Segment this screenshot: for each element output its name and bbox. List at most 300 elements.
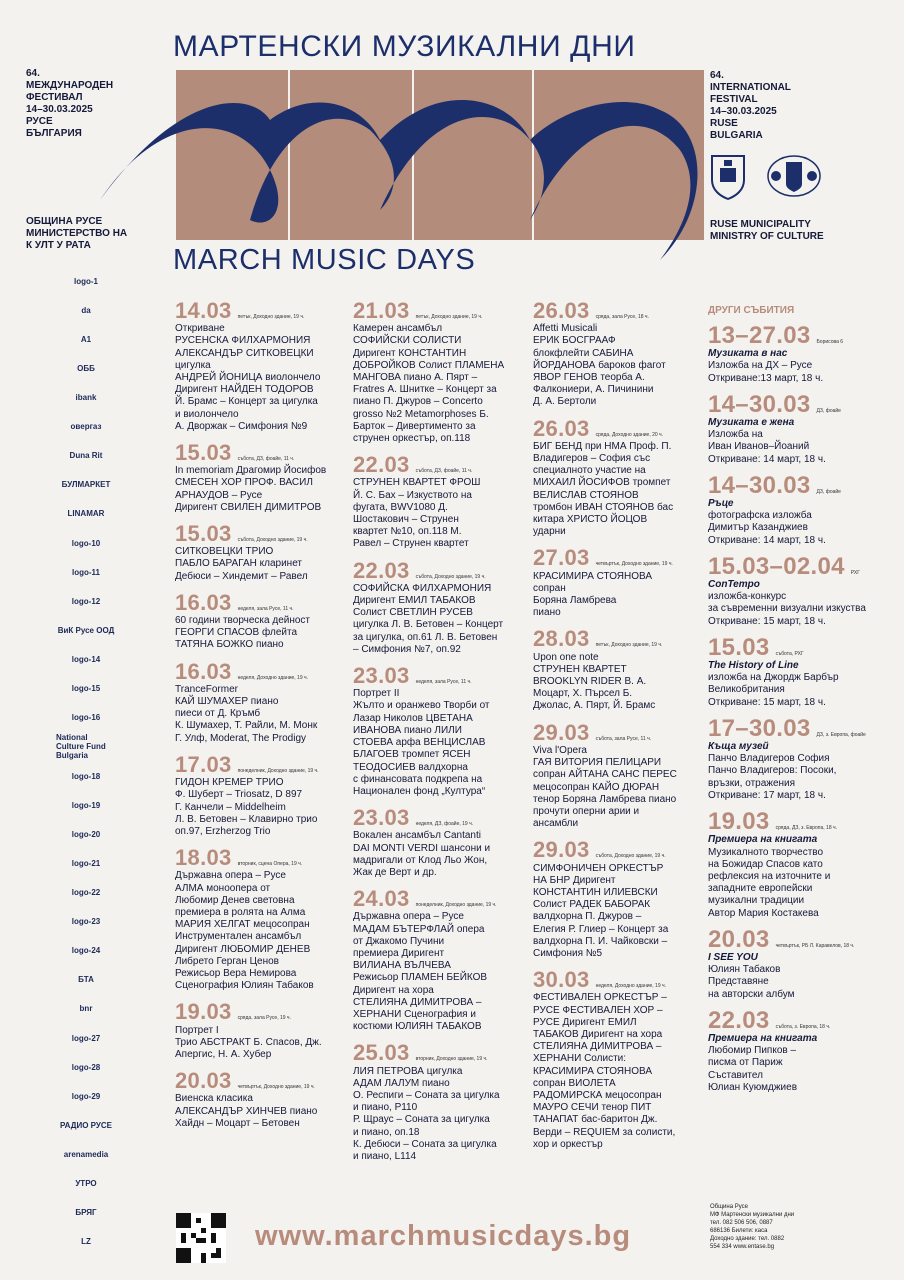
event-line: Откриване: 14 март, 18 ч. — [708, 453, 826, 465]
sponsor-logo-icon: logo-19 — [71, 800, 101, 810]
event-item — [175, 523, 350, 583]
event-line: ХЕРНАНИ Солисти: — [533, 1053, 627, 1065]
event-date: 22.03 — [353, 452, 410, 478]
event-line: ТАТЯНА БОЖКО пиано — [175, 639, 284, 651]
event-line: Любомир Денев световна — [175, 894, 295, 906]
event-line: Боряна Ламбрева — [533, 595, 617, 607]
event-item — [708, 1006, 886, 1094]
event-line: Премиера на книгата — [708, 1032, 818, 1044]
event-line: Панчо Владигеров: Посоки, — [708, 765, 837, 777]
contact-line: МФ Мартенски музикални дни — [710, 1212, 795, 1218]
event-venue: неделя, ДЗ, фоайе, 19 ч. — [415, 821, 474, 828]
event-date: 14–30.03 — [708, 390, 811, 418]
event-line: Лазар Николов ЦВЕТАНА — [353, 712, 473, 724]
event-line: ГИДОН КРЕМЕР ТРИО — [175, 777, 284, 789]
event-line: Премиера на книгата — [708, 834, 818, 846]
event-line: НА БНР Диригент — [533, 874, 616, 886]
sponsor-logo-icon: ОББ — [77, 363, 95, 373]
sponsor-logo-icon: logo-23 — [71, 917, 101, 927]
event-line: Музиката в нас — [708, 348, 788, 360]
event-venue: неделя, зала Русе, 11 ч. — [237, 605, 294, 612]
event-date: 19.03 — [708, 808, 770, 836]
event-line: ТЕОДОСИЕВ валдхорна — [353, 761, 468, 773]
event-line: Любомир Пипков – — [708, 1045, 797, 1057]
event-item — [353, 1042, 528, 1163]
sponsor-logo-icon: logo-18 — [71, 771, 101, 781]
event-line: сопран АЙТАНА САНС ПЕРЕС — [533, 769, 677, 781]
coat-of-arms-icons — [710, 152, 822, 200]
event-date: 15.03 — [708, 633, 770, 661]
event-line: Г. Улф, Moderat, The Prodigy — [175, 732, 307, 744]
event-line: за съвременни визуални изкуства — [708, 603, 866, 615]
event-line: СИТКОВЕЦКИ ТРИО — [175, 546, 274, 558]
event-line: BROOKLYN RIDER В. А. — [533, 676, 647, 688]
event-line: АЛЕКСАНДЪР ХИНЧЕВ пиано — [175, 1105, 318, 1117]
event-line: СТЕЛИЯНА ДИМИТРОВА – — [533, 1041, 662, 1053]
event-line: Симфония №5 — [533, 947, 603, 959]
event-line: Солист СВЕТЛИН РУСЕВ — [353, 607, 473, 619]
qr-code-icon[interactable] — [176, 1213, 226, 1263]
sponsor-logo-icon: A1 — [80, 334, 92, 344]
event-line: ХЕРНАНИ Сценография и — [353, 1008, 476, 1020]
event-venue: събота, Доходно здание, 19 ч. — [595, 853, 666, 860]
org-line: MINISTRY OF CULTURE — [710, 231, 824, 242]
event-line: Откриване: 15 март, 18 ч. — [708, 615, 826, 627]
event-line: валдхорна П. Джуров – — [533, 911, 642, 923]
event-line: АЛЕКСАНДЪР СИТКОВЕЦКИ — [175, 347, 314, 359]
sponsor-logo-icon: БУЛМАРКЕТ — [61, 480, 111, 490]
event-line: ЕРИК БОСГРААФ — [533, 335, 616, 347]
event-line: връзки, отражения — [708, 777, 796, 789]
event-date: 29.03 — [533, 837, 590, 863]
event-date: 13–27.03 — [708, 322, 811, 349]
event-line: струнен оркестър, оп.118 — [353, 433, 471, 445]
event-line: Музикалното творчество — [708, 846, 824, 858]
event-line: ГЕОРГИ СПАСОВ флейта — [175, 627, 298, 639]
event-line: – Симфония №7, оп.92 — [353, 643, 461, 655]
event-item — [175, 442, 350, 514]
event-line: Юлиян Табаков — [708, 964, 781, 976]
event-line: I SEE YOU — [708, 951, 758, 963]
event-date: 19.03 — [175, 999, 232, 1025]
event-line: Трио АБСТРАКТ Б. Спасов, Дж. — [175, 1036, 322, 1048]
event-line: Камерен ансамбъл — [353, 323, 443, 335]
event-line: КАЙ ШУМАХЕР пиано — [175, 696, 279, 708]
event-venue: петък, Доходно здание, 19 ч. — [415, 314, 483, 320]
event-venue: събота, ДЗ, фоайе, 11 ч. — [415, 468, 473, 475]
contact-line: тел. 082 506 506, 0887 — [710, 1220, 773, 1226]
event-date: 23.03 — [353, 663, 410, 689]
country: БЪЛГАРИЯ — [26, 128, 82, 139]
event-line: тенор Боряна Ламбрева пиано — [533, 793, 677, 805]
event-date: 16.03 — [175, 589, 232, 615]
event-line: Р. Щраус – Соната за цигулка — [353, 1114, 490, 1126]
left-info — [26, 68, 113, 140]
event-date: 28.03 — [533, 626, 590, 652]
event-line: БЛАГОЕВ тромпет ЯСЕН — [353, 749, 471, 761]
event-date: 29.03 — [533, 719, 590, 745]
event-date: 22.03 — [353, 557, 410, 583]
sponsor-logo-icon: Duna Rit — [69, 451, 103, 461]
event-line: Вокален ансамбъл Cantanti — [353, 830, 481, 842]
event-line: Откриване — [175, 323, 225, 335]
page-title-bg: МАРТЕНСКИ МУЗИКАЛНИ ДНИ — [173, 30, 636, 63]
info-line: INTERNATIONAL — [710, 82, 791, 93]
event-line: премиера в ролята на Алма — [175, 906, 306, 918]
website-link[interactable]: www.marchmusicdays.bg — [255, 1220, 632, 1252]
event-line: Национален фонд „Култура“ — [353, 785, 486, 797]
event-line: Моцарт, Х. Пърсел Б. — [533, 688, 633, 700]
event-line: и виолончело — [175, 408, 239, 420]
right-organizers — [710, 219, 824, 243]
event-line: ДОБРОЙКОВ Солист ПЛАМЕНА — [353, 359, 505, 371]
sponsor-logo-icon: ibank — [75, 393, 97, 403]
event-line: КОНСТАНТИН ИЛИЕВСКИ — [533, 886, 658, 898]
sponsor-logo-icon: logo-20 — [71, 829, 101, 839]
event-line: Дебюси – Хиндемит – Равел — [175, 570, 308, 582]
event-venue: вторник, сцена Опера, 19 ч. — [237, 861, 303, 868]
event-line: ГАЯ ВИТОРИЯ ПЕЛИЦАРИ — [533, 757, 662, 769]
event-line: Диригент КОНСТАНТИН — [353, 347, 467, 359]
event-line: СТОЕВА арфа ВЕНЦИСЛАВ — [353, 737, 486, 749]
sponsor-logo-icon: УТРО — [75, 1179, 97, 1189]
event-venue: ДЗ, з. Европа, фоайе — [816, 731, 866, 738]
event-line: Панчо Владигеров София — [708, 753, 830, 765]
event-line: мадригали от Клод Льо Жон, — [353, 854, 488, 866]
event-line: Откриване: 14 март, 18 ч. — [708, 534, 826, 546]
sponsor-logo-icon: bnr — [79, 1004, 93, 1014]
event-line: Барток – Дивертименто за — [353, 420, 476, 432]
event-line: сопран — [533, 582, 566, 594]
event-line: Диригент ЛЮБОМИР ДЕНЕВ — [175, 943, 311, 955]
event-line: TranceFormer — [175, 683, 238, 695]
event-venue: събота, зала Русе, 11 ч. — [595, 735, 652, 742]
right-info — [710, 70, 791, 142]
event-item — [353, 300, 528, 445]
event-venue: събота, ДЗ, фоайе, 11 ч. — [237, 456, 295, 463]
event-date: 15.03 — [175, 440, 232, 466]
event-line: Инструментален ансамбъл — [175, 931, 302, 943]
event-venue: ДЗ, фоайе — [816, 488, 841, 495]
event-line: Верди – REQUIEM за солисти, — [533, 1126, 676, 1138]
event-line: ТАНАПАТ бас-баритон Дж. — [533, 1114, 658, 1126]
event-date: 16.03 — [175, 658, 232, 684]
event-item — [175, 658, 350, 745]
event-line: пиано П. Джуров – Concerto — [353, 396, 483, 408]
event-venue: четвъртък, Доходно здание, 19 ч. — [595, 561, 673, 568]
event-item — [708, 808, 886, 920]
event-line: на Божидар Спасов като — [708, 858, 823, 870]
sponsor-logo-icon: logo-1 — [74, 276, 98, 286]
event-line: и пиано, оп.18 — [353, 1126, 420, 1138]
other-events-title: ДРУГИ СЪБИТИЯ — [708, 305, 795, 316]
event-line: фугата, BWV1080 Д. — [353, 501, 448, 513]
info-line: МЕЖДУНАРОДЕН — [26, 80, 114, 91]
sponsor-logo-icon: РАДИО РУСЕ — [60, 1120, 112, 1130]
event-line: The History of Line — [708, 660, 799, 672]
event-line: хор и оркестър — [533, 1138, 603, 1150]
ruse-coat-of-arms-icon — [710, 152, 746, 200]
event-line: Диригент НАЙДЕН ТОДОРОВ — [175, 384, 314, 396]
event-venue: неделя, зала Русе, 11 ч. — [415, 679, 472, 686]
event-line: МИХАИЛ ЙОСИФОВ тромпет — [533, 477, 671, 489]
event-line: с финансовата подкрепа на — [353, 773, 483, 785]
event-item — [175, 847, 350, 992]
city: РУСЕ — [26, 116, 53, 127]
event-line: Изложба на ДХ – Русе — [708, 360, 813, 372]
event-line: СТРУНЕН КВАРТЕТ ФРОШ — [353, 477, 481, 489]
event-date: 18.03 — [175, 845, 232, 871]
event-line: пиано — [533, 607, 561, 619]
event-item — [353, 807, 528, 879]
event-line: Музиката е жена — [708, 417, 795, 429]
festival-logo — [100, 70, 720, 270]
event-item — [708, 390, 886, 466]
bulgaria-coat-of-arms-icon — [766, 152, 822, 198]
event-line: Юлиан Куюмджиев — [708, 1081, 798, 1093]
event-line: Джолас, А. Пярт, Й. Брамс — [533, 700, 656, 712]
event-line: АДАМ ЛАЛУМ пиано — [353, 1077, 450, 1089]
footer-contact — [710, 1203, 830, 1251]
event-line: РУСЕ ФЕСТИВАЛЕН ХОР – — [533, 1004, 663, 1016]
event-line: Автор Мария Костакева — [708, 907, 819, 919]
event-line: Къща музей — [708, 741, 769, 753]
event-item — [353, 888, 528, 1033]
event-line: ВЕЛИСЛАВ СТОЯНОВ — [533, 489, 639, 501]
event-item — [708, 322, 886, 385]
sponsor-logo-icon: logo-24 — [71, 946, 101, 956]
event-line: МАДАМ БЪТЕРФЛАЙ опера — [353, 923, 485, 935]
event-item — [353, 557, 528, 656]
sponsor-logo-icon: logo-15 — [71, 684, 101, 694]
event-item — [175, 1070, 350, 1130]
sponsor-logo-icon: logo-11 — [71, 567, 100, 577]
event-line: Д. А. Бертоли — [533, 396, 597, 408]
event-line: Равел – Струнен квартет — [353, 538, 469, 550]
info-line: ФЕСТИВАЛ — [26, 92, 83, 103]
event-line: Откриване:13 март, 18 ч. — [708, 372, 824, 384]
event-date: 24.03 — [353, 886, 410, 912]
contact-line: 554 334 www.entase.bg — [710, 1244, 775, 1250]
event-venue: събота, РХГ — [775, 650, 804, 657]
event-line: Viva l'Opera — [533, 744, 587, 756]
left-organizers — [26, 216, 127, 252]
event-line: Л. В. Бетовен – Клавирно трио — [175, 813, 318, 825]
contact-line: Община Русе — [710, 1204, 748, 1210]
sponsor-logo-icon: logo-27 — [71, 1033, 101, 1043]
festival-dates: 14–30.03.2025 — [26, 104, 93, 115]
event-line: Й. С. Бах – Изкуството на — [353, 489, 472, 501]
event-date: 17–30.03 — [708, 714, 811, 742]
event-line: СТЕЛИЯНА ДИМИТРОВА – — [353, 996, 482, 1008]
event-line: АЛМА моноопера от — [175, 882, 271, 894]
program-column-1 — [175, 300, 350, 1139]
event-line: Хайдн – Моцарт – Бетовен — [175, 1117, 300, 1129]
event-item — [533, 415, 708, 539]
event-line: рефлексия на източните и — [708, 870, 831, 882]
event-line: Димитър Казанджиев — [708, 522, 808, 534]
event-line: РУСЕ Диригент ЕМИЛ — [533, 1016, 637, 1028]
event-line: АНДРЕЙ ЙОНИЦА виолончело — [175, 372, 321, 384]
city: RUSE — [710, 118, 738, 129]
event-date: 14.03 — [175, 298, 232, 323]
event-date: 20.03 — [708, 925, 770, 953]
event-line: цигулка Л. В. Бетовен – Концерт — [353, 619, 504, 631]
event-venue: петък, Доходно здание, 19 ч. — [237, 314, 305, 320]
event-line: ПАБЛО БАРАГАН кларинет — [175, 558, 303, 570]
contact-line: Доходно здание: тел. 0882 — [710, 1236, 785, 1242]
event-line: ТАБАКОВ Диригент на хора — [533, 1028, 663, 1040]
event-line: блокфлейти САБИНА — [533, 347, 634, 359]
event-line: МАНГОВА пиано А. Пярт – — [353, 372, 478, 384]
event-line: МАУРО СЕЧИ тенор ПИТ — [533, 1102, 652, 1114]
sponsor-logo-icon: овергаз — [70, 422, 102, 432]
event-line: grosso №2 Metamorphoses Б. — [353, 408, 489, 420]
event-venue: понеделник, Доходно здание, 19 ч. — [415, 902, 497, 909]
event-line: Сценография Юлиян Табаков — [175, 980, 314, 992]
event-line: Портрет I — [175, 1024, 219, 1036]
event-line: РУСЕНСКА ФИЛХАРМОНИЯ — [175, 335, 311, 347]
sponsor-logo-icon: LINAMAR — [67, 509, 105, 519]
sponsor-logo-icon: logo-22 — [71, 888, 101, 898]
event-line: Откриване: 17 март, 18 ч. — [708, 789, 826, 801]
event-item — [175, 751, 350, 838]
event-line: А. Дворжак – Симфония №9 — [175, 420, 308, 432]
event-line: СОФИЙСКА ФИЛХАРМОНИЯ — [353, 582, 492, 594]
sponsor-logo-icon: БРЯГ — [75, 1208, 97, 1218]
program-column-3 — [533, 300, 708, 1160]
sponsor-logo-icon: logo-12 — [71, 596, 101, 606]
event-line: Upon one note — [533, 651, 599, 663]
sponsor-logo-icon: logo-14 — [71, 655, 101, 665]
event-line: Диригент ЕМИЛ ТАБАКОВ — [353, 595, 476, 607]
event-line: Откриване: 15 март, 18 ч. — [708, 696, 826, 708]
event-line: тромбон ИВАН СТОЯНОВ бас — [533, 501, 674, 513]
event-date: 21.03 — [353, 298, 410, 323]
event-item — [708, 925, 886, 1001]
event-line: In memoriam Драгомир Йосифов — [175, 465, 327, 477]
event-date: 14–30.03 — [708, 471, 811, 499]
event-line: за цигулка, оп.61 Л. В. Бетовен — [353, 631, 498, 643]
event-line: изложба-конкурс — [708, 591, 787, 603]
event-venue: РХГ — [850, 569, 860, 576]
event-line: Ф. Шуберт – Triosatz, D 897 — [175, 789, 303, 801]
event-date: 20.03 — [175, 1068, 232, 1094]
event-item — [533, 547, 708, 619]
event-venue: вторник, Доходно здание, 19 ч. — [415, 1056, 488, 1063]
event-line: Портрет II — [353, 688, 400, 700]
event-line: китара ХРИСТО ЙОЦОВ — [533, 514, 648, 526]
event-venue: Борисова 6 — [816, 339, 844, 345]
event-venue: четвъртък, РБ Л. Каравелов, 18 ч. — [775, 942, 855, 949]
event-line: Виенска класика — [175, 1093, 253, 1105]
sponsor-logo-icon: logo-10 — [71, 538, 101, 548]
event-line: мецосопран КАЙО ДЮРАН — [533, 781, 660, 793]
event-item — [708, 714, 886, 802]
event-line: Жълто и оранжево Творби от — [353, 700, 490, 712]
event-line: музикални традиции — [708, 895, 805, 907]
sponsor-logo-icon: ВиК Русе ООД — [57, 625, 115, 635]
event-line: Представяне — [708, 976, 769, 988]
event-line: СОФИЙСКИ СОЛИСТИ — [353, 335, 462, 347]
event-venue: сряда, зала Русе, 18 ч. — [595, 314, 649, 320]
event-line: РАДОМИРСКА мецосопран — [533, 1089, 662, 1101]
org-line: ОБЩИНА РУСЕ — [26, 216, 103, 227]
event-line: АРНАУДОВ – Русе — [175, 489, 263, 501]
event-line: и пиано, P110 — [353, 1102, 418, 1114]
event-line: СТРУНЕН КВАРТЕТ — [533, 663, 627, 675]
event-line: премиера Диригент — [353, 947, 445, 959]
sponsor-logo-icon: National Culture Fund Bulgaria — [56, 733, 106, 761]
event-line: Солист РАДЕК БАБОРАК — [533, 899, 651, 911]
event-venue: сряда, зала Русе, 19 ч. — [237, 1015, 291, 1022]
event-date: 23.03 — [353, 805, 410, 831]
event-line: валдхорна П. И. Чайковски – — [533, 935, 668, 947]
event-venue: неделя, Доходно здание, 19 ч. — [237, 674, 308, 681]
event-item — [708, 633, 886, 709]
event-line: Съставител — [708, 1069, 763, 1081]
event-line: МАРИЯ ХЕЛГАТ мецосопран — [175, 919, 310, 931]
event-line: ЛИЯ ПЕТРОВА цигулка — [353, 1065, 463, 1077]
event-line: ВИЛИАНА ВЪЛЧЕВА — [353, 960, 451, 972]
sponsor-logo-icon: logo-29 — [71, 1091, 101, 1101]
event-line: Affetti Musicali — [533, 323, 598, 335]
country: BULGARIA — [710, 130, 763, 141]
sponsor-logo-icon: logo-21 — [71, 858, 101, 868]
event-date: 27.03 — [533, 545, 590, 571]
sponsor-logo-icon: LZ — [81, 1237, 91, 1247]
event-item — [353, 454, 528, 550]
sponsor-logo-icon: arenamedia — [63, 1150, 109, 1160]
event-line: оп.97, Erzherzog Trio — [175, 825, 271, 837]
festival-dates: 14–30.03.2025 — [710, 106, 777, 117]
event-line: ЯВОР ГЕНОВ теорба А. — [533, 372, 645, 384]
org-line: МИНИСТЕРСТВО НА — [26, 228, 128, 239]
event-item — [353, 665, 528, 798]
info-line: FESTIVAL — [710, 94, 758, 105]
event-item — [708, 471, 886, 547]
event-venue: сряда, Доходно здание, 20 ч. — [595, 431, 664, 438]
sponsor-logo-icon: БТА — [78, 975, 94, 985]
event-line: западните европейски — [708, 883, 813, 895]
event-line: сопран ВИОЛЕТА — [533, 1077, 616, 1089]
other-events-column — [708, 322, 886, 1103]
event-line: пиеси от Д. Кръмб — [175, 708, 261, 720]
event-venue: сряда, ДЗ, з. Европа, 18 ч. — [775, 825, 837, 832]
edition-number: 64. — [26, 68, 40, 79]
org-line: К УЛТ У РАТА — [26, 240, 91, 251]
event-line: КРАСИМИРА СТОЯНОВА — [533, 1065, 652, 1077]
event-date: 22.03 — [708, 1006, 770, 1034]
event-line: Апергис, Н. А. Хубер — [175, 1048, 272, 1060]
event-line: Държавна опера – Русе — [353, 911, 464, 923]
event-line: Й. Брамс – Концерт за цигулка — [175, 396, 318, 408]
sponsor-logo-icon: logo-28 — [71, 1062, 101, 1072]
event-line: ФЕСТИВАЛЕН ОРКЕСТЪР – — [533, 992, 667, 1004]
event-line: Иван Иванов–Йоаний — [708, 441, 810, 453]
event-line: Великобритания — [708, 684, 785, 696]
sponsor-logo-icon: logo-16 — [71, 713, 101, 723]
event-line: DAI MONTI VERDI шансони и — [353, 842, 491, 854]
event-line: ИВАНОВА пиано ЛИЛИ — [353, 724, 462, 736]
event-line: на авторски албум — [708, 988, 795, 1000]
event-date: 26.03 — [533, 298, 590, 323]
program-column-2 — [353, 300, 528, 1172]
event-date: 15.03 — [175, 521, 232, 547]
event-line: СМЕСЕН ХОР ПРОФ. ВАСИЛ — [175, 477, 313, 489]
event-line: и пиано, L114 — [353, 1150, 417, 1162]
sponsor-logo-icon: da — [81, 305, 91, 315]
